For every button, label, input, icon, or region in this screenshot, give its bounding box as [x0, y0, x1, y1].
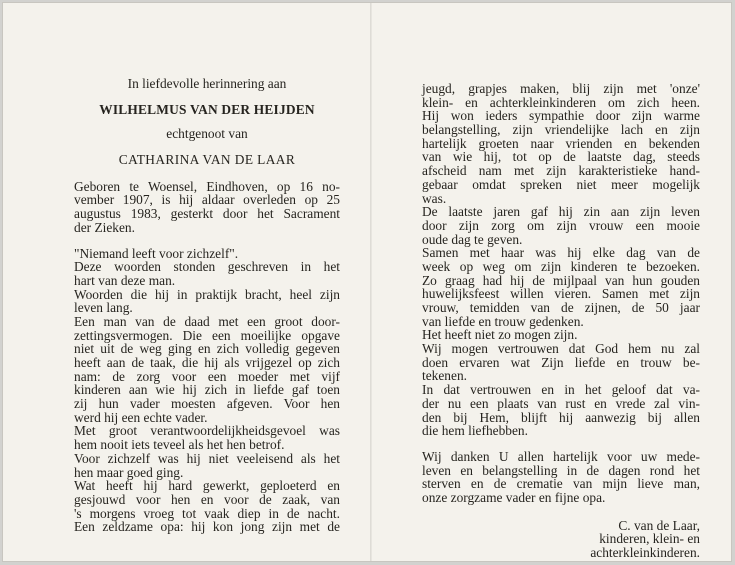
text-line: kinderen aan wie hij zich in liefde gaf toen: [74, 382, 340, 398]
text-line: Het heeft niet zo mogen zijn.: [422, 327, 578, 343]
text-line: leven en belangstelling in de dagen rond het: [422, 462, 700, 478]
text-line: Voor zichzelf was hij niet veeleisend als het: [74, 450, 340, 466]
right-page: [422, 82, 700, 560]
text-line: hart van deze man.: [74, 272, 176, 288]
text-line: 's morgens vroeg tot vaak diep in de nacht.: [74, 505, 340, 521]
quote-line: "Niemand leeft voor zichzelf".: [74, 245, 239, 261]
text-line: oude dag te geven.: [422, 231, 523, 247]
text-line: huwelijksfeest willen vieren. Samen met zijn: [422, 286, 700, 302]
text-line: Wat heeft hij hard gewerkt, geploeterd en: [74, 478, 340, 494]
text-line: gesjouwd voor hen en voor de zaak, van: [74, 491, 340, 507]
text-line: vrouw, temidden van de zijnen, de 50 jaar: [422, 300, 700, 315]
text-line: vember 1907, is hij aldaar overleden op 25: [74, 192, 340, 208]
text-line: Wij danken U allen hartelijk voor uw mede-: [422, 448, 700, 464]
text-line: jeugd, grapjes maken, blij zijn met 'onze': [422, 81, 700, 96]
text-line: was.: [422, 190, 447, 206]
text-line: tekenen.: [422, 368, 467, 384]
birth-death-paragraph: [74, 180, 340, 235]
relation-line: echtgenoot van: [166, 126, 248, 142]
text-line: Woorden die hij in praktijk bracht, heel zijn: [74, 286, 340, 302]
text-line: der nu een plaats van rust en vrede zal vin-: [422, 395, 700, 411]
text-line: Een man van de daad met een groot door-: [74, 313, 340, 329]
text-line: door zijn zorg om zijn vrouw een mooie: [422, 217, 700, 233]
text-line: doen ervaren wat Zijn liefde en trouw be-: [422, 354, 700, 370]
intro-line: In liefdevolle herinnering aan: [127, 76, 287, 91]
text-line: belangstelling, zijn vriendelijke lach en zijn: [422, 122, 700, 138]
text-line: augustus 1983, gesterkt door het Sacrament: [74, 206, 340, 222]
text-line: niet uit de weg ging en zich volledig gegeven: [74, 341, 340, 357]
tribute-continued-paragraph: [422, 82, 700, 438]
text-line: Wij mogen vertrouwen dat God hem nu zal: [422, 341, 700, 357]
text-line: werd hij een echte vader.: [74, 409, 208, 425]
memorial-card: [2, 2, 732, 562]
text-line: der Zieken.: [74, 219, 135, 235]
fold-line: [370, 3, 372, 561]
text-line: hem nooit iets teveel als het hen betrof.: [74, 437, 285, 453]
text-line: afscheid nam met zijn karakteristieke hand-: [422, 163, 700, 179]
text-line: van liefde en trouw gedenken.: [422, 313, 584, 329]
text-line: sterven en de crematie van mijn lieve man,: [422, 476, 700, 492]
spouse-name: CATHARINA VAN DE LAAR: [118, 152, 296, 168]
text-line: Een zeldzame opa: hij kon jong zijn met de: [74, 519, 340, 535]
text-line: Deze woorden stonden geschreven in het: [74, 259, 340, 275]
text-line: Met groot verantwoordelijkheidsgevoel was: [74, 423, 340, 439]
text-line: van wie hij, tot op de laatste dag, steeds: [422, 149, 700, 165]
text-line: gebaar omdat spreken niet meer mogelijk: [422, 176, 700, 192]
text-line: die hem liefhebben.: [422, 423, 528, 439]
text-line: Zo graag had hij de mijlpaal van hun gouden: [422, 272, 700, 288]
left-page: [74, 77, 340, 534]
thanks-paragraph: [422, 450, 700, 505]
tribute-paragraph: [74, 247, 340, 534]
text-line: zettingsvermogen. Die een moeilijke opgave: [74, 327, 340, 343]
signature-block: [422, 519, 700, 560]
signature-line: achterkleinkinderen.: [590, 545, 700, 560]
text-line: Geboren te Woensel, Eindhoven, op 16 no-: [74, 178, 340, 194]
text-line: hartelijk groeten naar vrienden en bekenden: [422, 135, 700, 151]
text-line: klein- en achterkleinkinderen om zich heen.: [422, 94, 700, 110]
text-line: leven lang.: [74, 300, 133, 316]
signature-line: kinderen, klein- en: [599, 531, 700, 547]
text-line: week op weg om zijn kinderen te bezoeken.: [422, 258, 700, 274]
text-line: Hij won ieders sympathie door zijn warme: [422, 108, 700, 124]
text-line: Samen met haar was hij elke dag van de: [422, 245, 700, 261]
text-line: onze zorgzame vader en fijne opa.: [422, 489, 606, 505]
text-line: hen maar goed ging.: [74, 464, 184, 480]
text-line: nam: de zorg voor een moeder met vijf: [74, 368, 340, 384]
deceased-name: WILHELMUS VAN DER HEIJDEN: [99, 101, 315, 117]
signature-line: C. van de Laar,: [618, 517, 700, 533]
text-line: heeft aan de taak, die hij als vrijgezel op zich: [74, 355, 340, 370]
text-line: zij hun vader moesten afgeven. Voor hen: [74, 396, 340, 412]
text-line: De laatste jaren gaf hij zin aan zijn leven: [422, 204, 700, 220]
text-line: In dat vertrouwen en in het geloof dat va-: [422, 382, 700, 398]
text-line: den bij Hem, blijft hij aanwezig bij allen: [422, 409, 700, 425]
